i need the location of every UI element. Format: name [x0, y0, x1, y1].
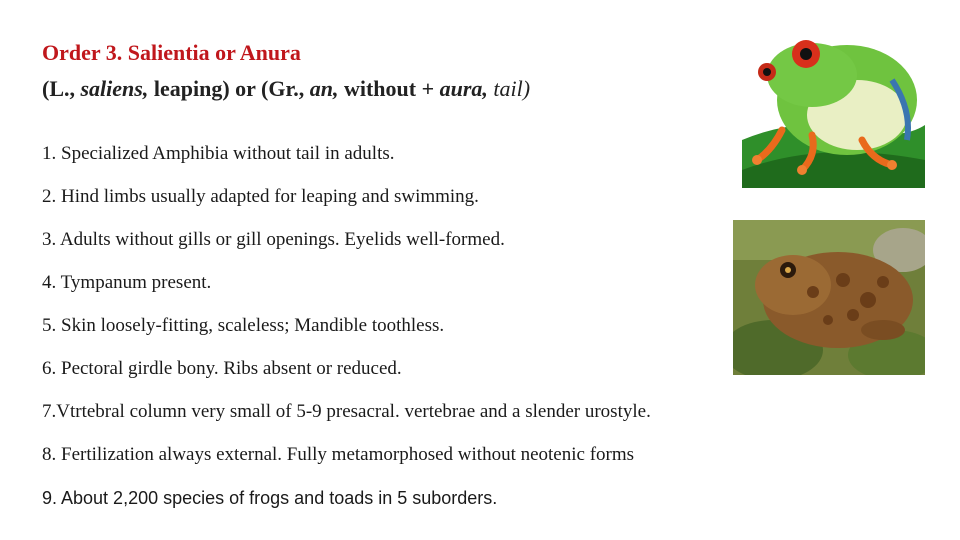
list-item: 1. Specialized Amphibia without tail in adults. — [42, 143, 395, 164]
list-item: 7.Vtrtebral column very small of 5-9 presacral. vertebrae and a slender urostyle. — [42, 401, 651, 422]
etym-part: leaping) or (Gr., — [148, 76, 310, 101]
etymology-line — [42, 76, 530, 102]
etym-part: tail) — [487, 76, 531, 101]
list-item: 8. Fertilization always external. Fully metamorphosed without neotenic forms — [42, 444, 635, 465]
etym-aura: aura, — [439, 76, 488, 101]
order-title: Order 3. Salientia or Anura — [42, 40, 301, 65]
list-item: 9. About 2,200 species of frogs and toads in 5 suborders. — [42, 488, 498, 508]
etym-an: an, — [309, 76, 339, 101]
toad-image — [733, 220, 925, 375]
tree-frog-image — [742, 20, 925, 188]
list-item: 3. Adults without gills or gill openings. Eyelids well-formed. — [42, 229, 505, 250]
etym-saliens: saliens, — [80, 76, 149, 101]
etym-part: without + — [338, 76, 440, 101]
list-item: 6. Pectoral girdle bony. Ribs absent or reduced. — [42, 358, 402, 379]
list-item: 4. Tympanum present. — [42, 272, 212, 293]
list-item: 2. Hind limbs usually adapted for leaping and swimming. — [42, 186, 479, 207]
etym-part: (L., — [42, 76, 81, 101]
list-item: 5. Skin loosely-fitting, scaleless; Mandible toothless. — [42, 315, 445, 336]
